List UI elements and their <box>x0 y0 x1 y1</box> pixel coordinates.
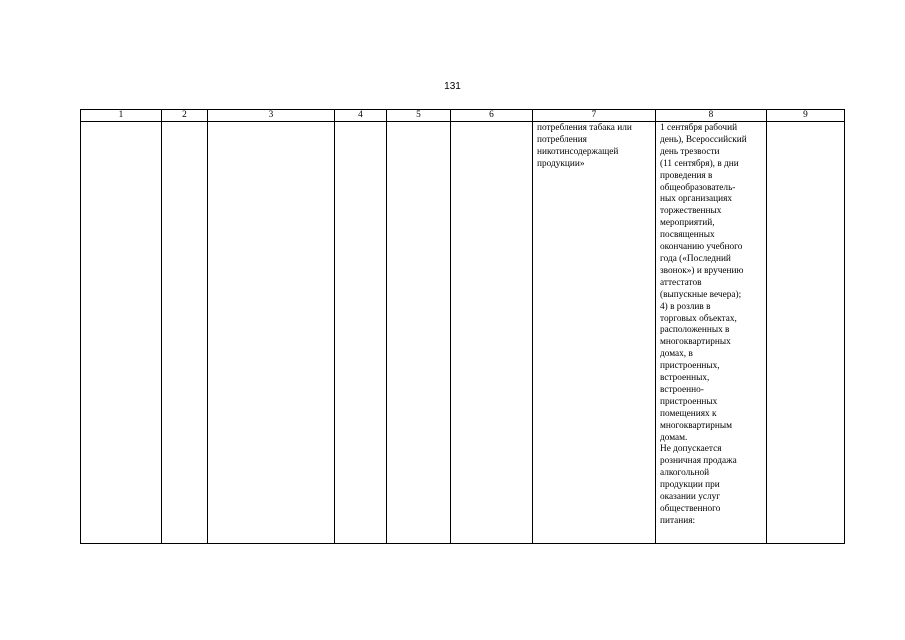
header-row <box>81 110 845 122</box>
table-cell-col2 <box>162 122 208 544</box>
document-table <box>80 109 845 544</box>
cell-text-col8: 1 сентября рабочий день), Всероссийский день трезвости (11 сентября), в дни проведения в общеобразователь- ных организациях торжественных мероприятий, посвященных окончанию учебного года («Последний звонок») и вручению аттестатов (выпускные вечера); 4) в розлив в торговых объектах, расположенных в многоквартирных домах, в пристроенных, встроенных, встроенно- пристроенных помещениях к многоквартирным домам. Не допускается розничная продажа алкогольной продукции при оказании услуг общественного питания: <box>660 123 747 526</box>
cell-text-col3 <box>208 122 334 123</box>
cell-text-col7: потребления табака или потребления никотинсодержащей продукции» <box>537 123 632 169</box>
table-cell-col1 <box>81 122 162 544</box>
table-cell-col6 <box>451 122 533 544</box>
table-cell-col5 <box>387 122 451 544</box>
column-header-6: 6 <box>451 110 533 122</box>
cell-text-col9 <box>767 122 844 123</box>
column-header-8: 8 <box>656 110 767 122</box>
column-header-7: 7 <box>533 110 656 122</box>
column-header-5: 5 <box>387 110 451 122</box>
table-cell-col4 <box>335 122 387 544</box>
page-number: 131 <box>444 81 461 92</box>
table-row <box>81 122 845 544</box>
table-cell-col7 <box>533 122 656 544</box>
table-cell-col8 <box>656 122 767 544</box>
column-header-3: 3 <box>208 110 335 122</box>
cell-text-col6 <box>451 122 532 123</box>
cell-text-col1 <box>81 122 161 123</box>
table-cell-col3 <box>208 122 335 544</box>
cell-text-col5 <box>387 122 450 123</box>
column-header-1: 1 <box>81 110 162 122</box>
cell-text-col4 <box>335 122 386 123</box>
column-header-9: 9 <box>767 110 845 122</box>
column-header-4: 4 <box>335 110 387 122</box>
table-cell-col9 <box>767 122 845 544</box>
column-header-2: 2 <box>162 110 208 122</box>
cell-text-col2 <box>162 122 207 123</box>
